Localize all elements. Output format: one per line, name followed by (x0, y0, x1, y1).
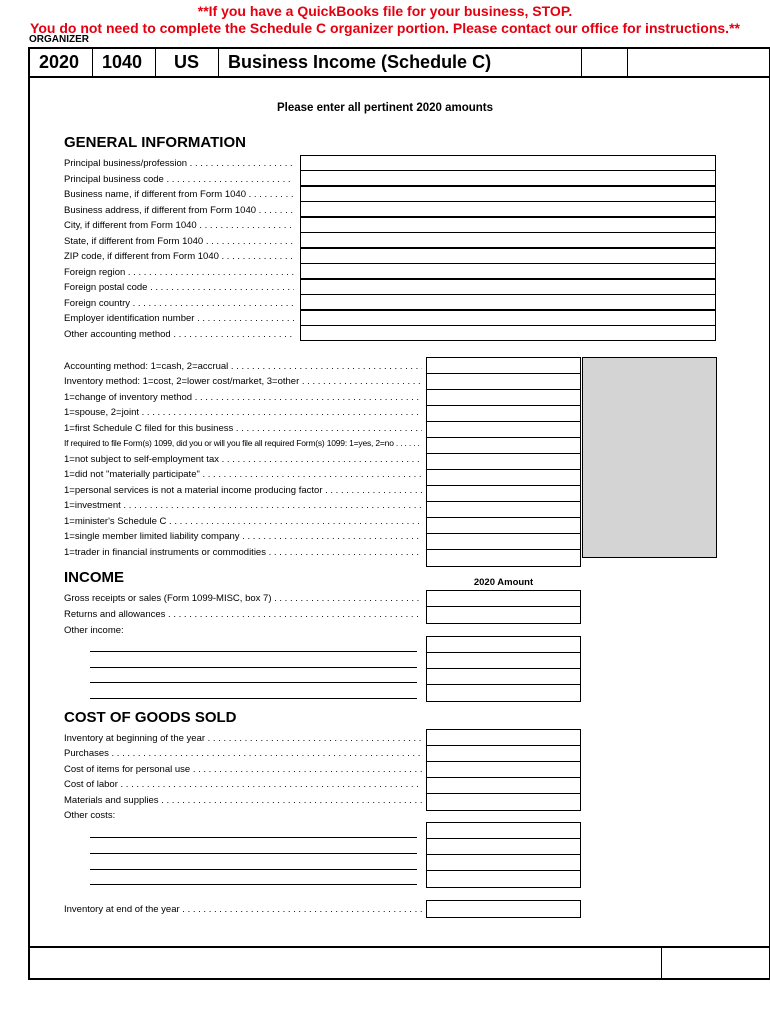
organizer-label: ORGANIZER (29, 34, 89, 45)
option-label: 1=spouse, 2=joint . . . (64, 407, 422, 418)
other-income-amount[interactable] (427, 669, 580, 685)
other-costs-label: Other costs: (64, 810, 116, 821)
option-input[interactable] (427, 470, 580, 486)
other-cost-line[interactable] (90, 853, 417, 854)
option-label: 1=minister's Schedule C . . . (64, 516, 422, 527)
income-label: Returns and allowances . . . (64, 609, 422, 620)
option-input[interactable] (427, 390, 580, 406)
inventory-end-label: Inventory at end of the year . . . (64, 904, 422, 915)
option-label: Inventory method: 1=cost, 2=lower cost/market, 3=other . . . (64, 376, 422, 387)
gi-label: Business name, if different from Form 1040 . . . (64, 189, 294, 200)
foreign-country-field[interactable] (300, 294, 716, 310)
business-name-field[interactable] (300, 186, 716, 202)
option-input[interactable] (427, 358, 580, 374)
other-cost-line[interactable] (90, 884, 417, 885)
ein-field[interactable] (300, 310, 716, 326)
cogs-heading: COST OF GOODS SOLD (64, 709, 237, 726)
header-title: Business Income (Schedule C) (219, 49, 582, 76)
option-input[interactable] (427, 486, 580, 502)
option-label: 1=did not "materially participate" . . . (64, 469, 422, 480)
option-input[interactable] (427, 550, 580, 566)
option-input[interactable] (427, 438, 580, 454)
header-form: 1040 (93, 49, 156, 76)
business-address-field[interactable] (300, 201, 716, 217)
gi-label: Principal business code . . . (64, 174, 294, 185)
gi-label: Foreign country . . . (64, 298, 294, 309)
other-income-line[interactable] (90, 651, 417, 652)
option-input[interactable] (427, 518, 580, 534)
income-heading: INCOME (64, 569, 124, 586)
gi-label: Other accounting method . . . (64, 329, 294, 340)
income-amounts (426, 590, 581, 624)
header-blank-cell (582, 49, 628, 76)
inventory-beginning-input[interactable] (427, 730, 580, 746)
city-field[interactable] (300, 217, 716, 233)
cogs-label: Purchases . . . (64, 748, 422, 759)
other-cost-line[interactable] (90, 869, 417, 870)
zip-field[interactable] (300, 248, 716, 264)
inventory-end-input[interactable] (427, 901, 580, 917)
cogs-label: Materials and supplies . . . (64, 795, 422, 806)
other-accounting-field[interactable] (300, 325, 716, 341)
purchases-input[interactable] (427, 746, 580, 762)
option-input[interactable] (427, 406, 580, 422)
gi-label: City, if different from Form 1040 . . . (64, 220, 294, 231)
other-income-line[interactable] (90, 667, 417, 668)
option-label: 1=change of inventory method . . . (64, 392, 422, 403)
other-cost-amount[interactable] (427, 823, 580, 839)
shaded-panel (582, 357, 717, 558)
option-label: Accounting method: 1=cash, 2=accrual . . . (64, 361, 422, 372)
other-income-line[interactable] (90, 682, 417, 683)
other-income-label: Other income: (64, 625, 124, 636)
foreign-region-field[interactable] (300, 263, 716, 279)
option-label: 1=single member limited liability company . . . (64, 531, 422, 542)
option-label: 1=first Schedule C filed for this business . . . (64, 423, 422, 434)
quickbooks-warning-line1: **If you have a QuickBooks file for your business, STOP. (197, 3, 573, 19)
option-label: 1=investment . . . (64, 500, 422, 511)
gross-receipts-input[interactable] (427, 591, 580, 607)
page-subtitle: Please enter all pertinent 2020 amounts (276, 102, 494, 114)
form-footer (28, 948, 770, 980)
option-label: 1=personal services is not a material income producing factor . . . (64, 485, 422, 496)
gi-label: Business address, if different from Form 1040 . . . (64, 205, 294, 216)
other-cost-amount[interactable] (427, 855, 580, 871)
materials-supplies-input[interactable] (427, 794, 580, 810)
option-input[interactable] (427, 502, 580, 518)
header-year: 2020 (30, 49, 93, 76)
other-cost-amount[interactable] (427, 839, 580, 855)
footer-divider (661, 948, 662, 978)
other-income-amounts (426, 636, 581, 702)
other-cost-amount[interactable] (427, 871, 580, 887)
gi-label: Employer identification number . . . (64, 313, 294, 324)
cogs-label: Inventory at beginning of the year . . . (64, 733, 422, 744)
income-label: Gross receipts or sales (Form 1099-MISC, box 7) . . . (64, 593, 422, 604)
header-jurisdiction: US (156, 49, 219, 76)
option-input[interactable] (427, 534, 580, 550)
gi-label: State, if different from Form 1040 . . . (64, 236, 294, 247)
other-income-line[interactable] (90, 698, 417, 699)
principal-business-field[interactable] (300, 155, 716, 171)
returns-allowances-input[interactable] (427, 607, 580, 623)
gi-label: Foreign postal code . . . (64, 282, 294, 293)
option-input[interactable] (427, 374, 580, 390)
gi-label: Principal business/profession . . . (64, 158, 294, 169)
gi-label: ZIP code, if different from Form 1040 . . . (64, 251, 294, 262)
other-cost-line[interactable] (90, 837, 417, 838)
cogs-label: Cost of items for personal use . . . (64, 764, 422, 775)
personal-use-input[interactable] (427, 762, 580, 778)
other-income-amount[interactable] (427, 685, 580, 701)
general-info-heading: GENERAL INFORMATION (64, 134, 246, 151)
option-label: If required to file Form(s) 1099, did you or will you file all required Form(s) 1099: 1=yes, 2=no . . . (64, 438, 422, 449)
other-cost-amounts (426, 822, 581, 888)
quickbooks-warning-line2: You do not need to complete the Schedule C organizer portion. Please contact our office for instructions.** (30, 20, 740, 36)
options-input-column (426, 357, 581, 567)
option-label: 1=not subject to self-employment tax . . . (64, 454, 422, 465)
option-input[interactable] (427, 422, 580, 438)
foreign-postal-field[interactable] (300, 279, 716, 295)
other-income-amount[interactable] (427, 653, 580, 669)
gi-label: Foreign region . . . (64, 267, 294, 278)
business-code-field[interactable] (300, 170, 716, 186)
amount-column-heading: 2020 Amount (473, 577, 534, 588)
state-field[interactable] (300, 232, 716, 248)
option-input[interactable] (427, 454, 580, 470)
cogs-label: Cost of labor . . . (64, 779, 422, 790)
option-label: 1=trader in financial instruments or commodities . . . (64, 547, 422, 558)
form-header (28, 47, 770, 78)
cost-of-labor-input[interactable] (427, 778, 580, 794)
cogs-amounts (426, 729, 581, 811)
other-income-amount[interactable] (427, 637, 580, 653)
inventory-end-box (426, 900, 581, 918)
